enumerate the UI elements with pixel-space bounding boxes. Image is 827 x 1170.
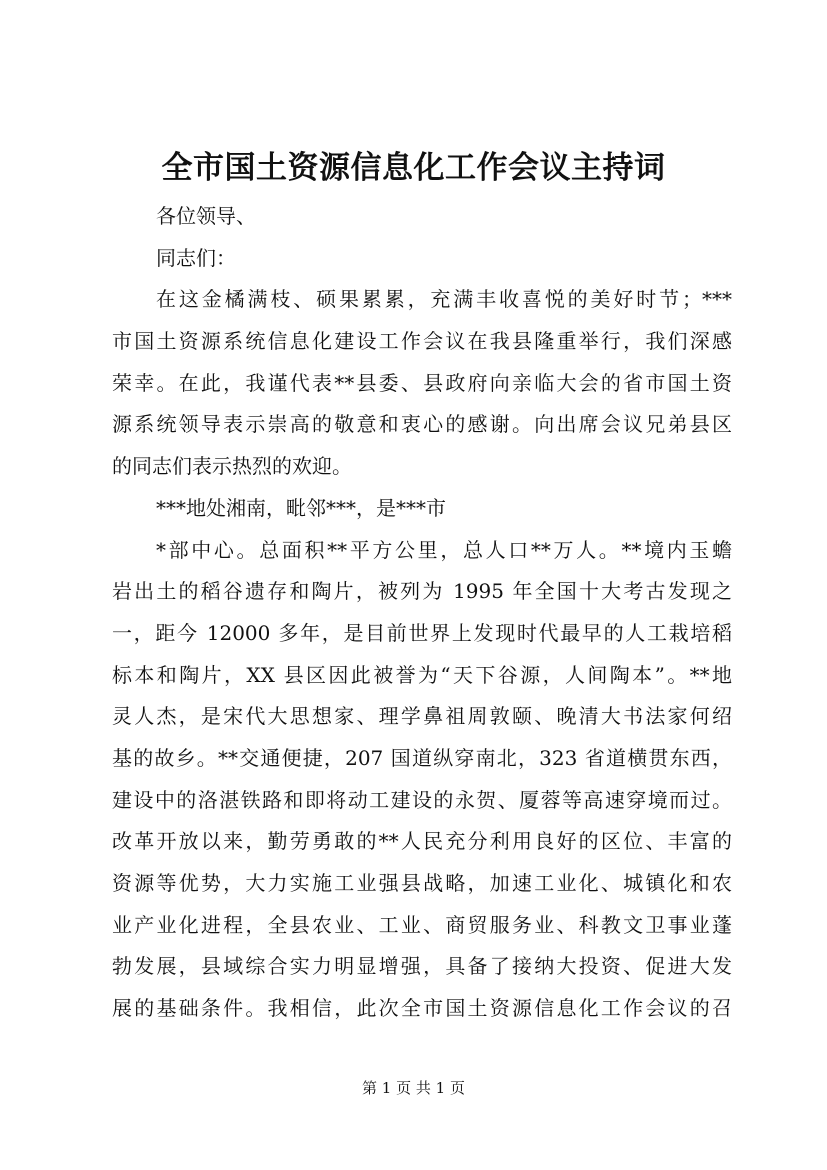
paragraph-line: 标本和陶片，XX 县区因此被誉为“天下谷源，人间陶本”。**地 xyxy=(112,662,732,687)
salutation-line: 各位领导、 xyxy=(156,204,256,228)
paragraph-line: 的同志们表示热烈的欢迎。 xyxy=(112,454,352,479)
paragraph-line: 建设中的洛湛铁路和即将动工建设的永贺、厦蓉等高速穿境而过。 xyxy=(112,787,732,812)
paragraph-line: 源系统领导表示崇高的敬意和衷心的感谢。向出席会议兄弟县区 xyxy=(112,412,732,437)
salutation-line: 同志们： xyxy=(156,245,236,270)
paragraph-line: 岩出土的稻谷遗存和陶片，被列为 1995 年全国十大考古发现之 xyxy=(112,579,732,604)
paragraph-line: 业产业化进程，全县农业、工业、商贸服务业、科教文卫事业蓬 xyxy=(112,912,732,937)
paragraph-line: 基的故乡。**交通便捷，207 国道纵穿南北，323 省道横贯东西， xyxy=(112,745,732,770)
paragraph-line: 勃发展，县域综合实力明显增强，具备了接纳大投资、促进大发 xyxy=(112,954,732,979)
paragraph-line: 资源等优势，大力实施工业强县战略，加速工业化、城镇化和农 xyxy=(112,871,732,895)
paragraph-line: *部中心。总面积**平方公里，总人口**万人。**境内玉蟾 xyxy=(156,537,732,562)
paragraph-line: 灵人杰，是宋代大思想家、理学鼻祖周敦颐、晚清大书法家何绍 xyxy=(112,704,732,729)
document-body xyxy=(112,196,732,1030)
page-footer: 第 1 页 共 1 页 xyxy=(362,1079,465,1097)
document-title: 全市国土资源信息化工作会议主持词 xyxy=(161,150,666,186)
paragraph-line: 一，距今 12000 多年，是目前世界上发现时代最早的人工栽培稻 xyxy=(112,620,732,645)
paragraph-line: 改革开放以来，勤劳勇敢的**人民充分利用良好的区位、丰富的 xyxy=(112,829,732,854)
paragraph-line: ***地处湘南，毗邻***，是***市 xyxy=(156,495,446,520)
paragraph-line: 市国土资源系统信息化建设工作会议在我县隆重举行，我们深感 xyxy=(112,329,732,354)
paragraph-line: 荣幸。在此，我谨代表**县委、县政府向亲临大会的省市国土资 xyxy=(112,370,732,395)
paragraph-line: 在这金橘满枝、硕果累累，充满丰收喜悦的美好时节；*** xyxy=(156,287,732,312)
paragraph-line: 展的基础条件。我相信，此次全市国土资源信息化工作会议的召 xyxy=(112,996,732,1021)
